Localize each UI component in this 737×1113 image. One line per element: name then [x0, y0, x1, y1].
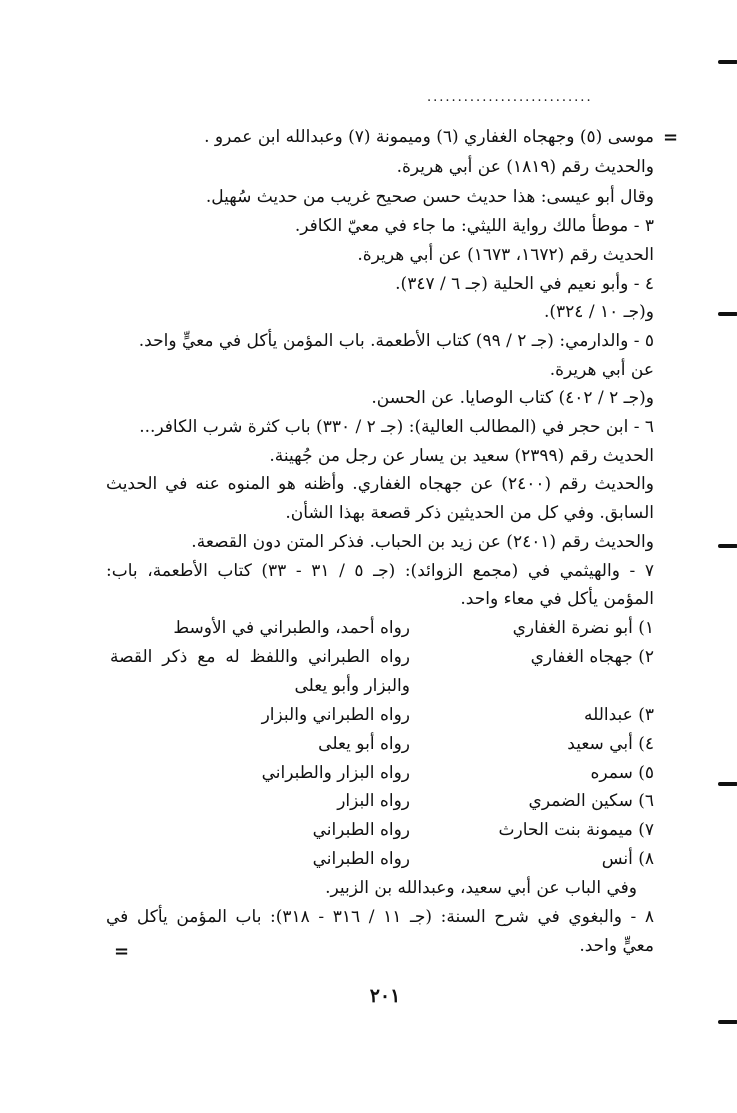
- text-line: الحديث رقم (١٦٧٢، ١٦٧٣) عن أبي هريرة.: [357, 245, 654, 265]
- text-line: والحديث رقم (١٨١٩) عن أبي هريرة.: [396, 157, 654, 177]
- narrator-name: ٥) سمره: [590, 763, 654, 783]
- narrator-name: ٢) جهجاه الغفاري: [530, 647, 654, 667]
- narration-source: رواه أحمد، والطبراني في الأوسط: [173, 618, 410, 638]
- narration-source: رواه أبو يعلى: [318, 734, 410, 754]
- text-line: ٥ - والدارمي: (جـ ٢ / ٩٩) كتاب الأطعمة. باب المؤمن يأكل في معيٍّ واحد.: [138, 331, 654, 351]
- text-line: ٣ - موطأ مالك رواية الليثي: ما جاء في معيّ الكافر.: [294, 216, 654, 236]
- narration-source: رواه الطبراني: [312, 820, 410, 840]
- text-line: عن أبي هريرة.: [549, 360, 654, 380]
- narration-source: رواه الطبراني: [312, 849, 410, 869]
- text-line: وقال أبو عيسى: هذا حديث حسن صحيح غريب من حديث سُهيل.: [205, 187, 654, 207]
- text-line: موسى (٥) وجهجاه الغفاري (٦) وميمونة (٧) وعبدالله ابن عمرو .: [204, 127, 654, 147]
- narration-source-continued: والبزار وأبو يعلى: [294, 676, 410, 696]
- narrator-name: ٧) ميمونة بنت الحارث: [498, 820, 654, 840]
- header-dotted-rule: ...........................: [427, 92, 593, 104]
- edge-mark: [718, 60, 737, 64]
- narrator-name: ٤) أبي سعيد: [567, 734, 654, 754]
- narrator-name: ٨) أنس: [601, 849, 654, 869]
- edge-mark: [718, 312, 737, 316]
- text-line: وفي الباب عن أبي سعيد، وعبدالله بن الزبير.: [325, 878, 637, 898]
- narration-source: رواه الطبراني واللفظ له مع ذكر القصة: [110, 647, 410, 667]
- page-number: ٢٠١: [369, 985, 401, 1007]
- text-line: ٤ - وأبو نعيم في الحلية (جـ ٦ / ٣٤٧).: [395, 274, 654, 294]
- edge-mark: [718, 544, 737, 548]
- text-line: و(جـ ٢ / ٤٠٢) كتاب الوصايا. عن الحسن.: [371, 388, 654, 408]
- text-line: ٧ - والهيثمي في (مجمع الزوائد): (جـ ٥ / ٣١ - ٣٣) كتاب الأطعمة، باب:: [106, 561, 654, 581]
- text-line: والحديث رقم (٢٤٠١) عن زيد بن الحباب. فذكر المتن دون القصعة.: [191, 532, 654, 552]
- continuation-marker-top: =: [663, 127, 679, 148]
- narration-source: رواه البزار: [337, 791, 410, 811]
- text-line: السابق. وفي كل من الحديثين ذكر قصعة بهذا الشأن.: [285, 503, 654, 523]
- text-line: الحديث رقم (٢٣٩٩) سعيد بن يسار عن رجل من جُهينة.: [269, 446, 654, 466]
- narrator-name: ٣) عبدالله: [583, 705, 654, 725]
- edge-mark: [718, 1020, 737, 1024]
- text-line: المؤمن يأكل في معاء واحد.: [460, 589, 654, 609]
- continuation-marker-bottom: =: [114, 941, 130, 962]
- narration-source: رواه الطبراني والبزار: [261, 705, 410, 725]
- text-line: معيٍّ واحد.: [579, 936, 654, 956]
- narration-source: رواه البزار والطبراني: [261, 763, 410, 783]
- narrator-name: ١) أبو نضرة الغفاري: [512, 618, 654, 638]
- text-line: و(جـ ١٠ / ٣٢٤).: [543, 302, 654, 322]
- edge-mark: [718, 782, 737, 786]
- text-line: والحديث رقم (٢٤٠٠) عن جهجاه الغفاري. وأظنه هو المنوه عنه في الحديث: [106, 474, 654, 494]
- text-line: ٦ - ابن حجر في (المطالب العالية): (جـ ٢ / ٣٣٠) باب كثرة شرب الكافر...: [139, 417, 654, 437]
- narrator-name: ٦) سكين الضمري: [528, 791, 654, 811]
- text-line: ٨ - والبغوي في شرح السنة: (جـ ١١ / ٣١٦ - ٣١٨): باب المؤمن يأكل في: [106, 907, 654, 927]
